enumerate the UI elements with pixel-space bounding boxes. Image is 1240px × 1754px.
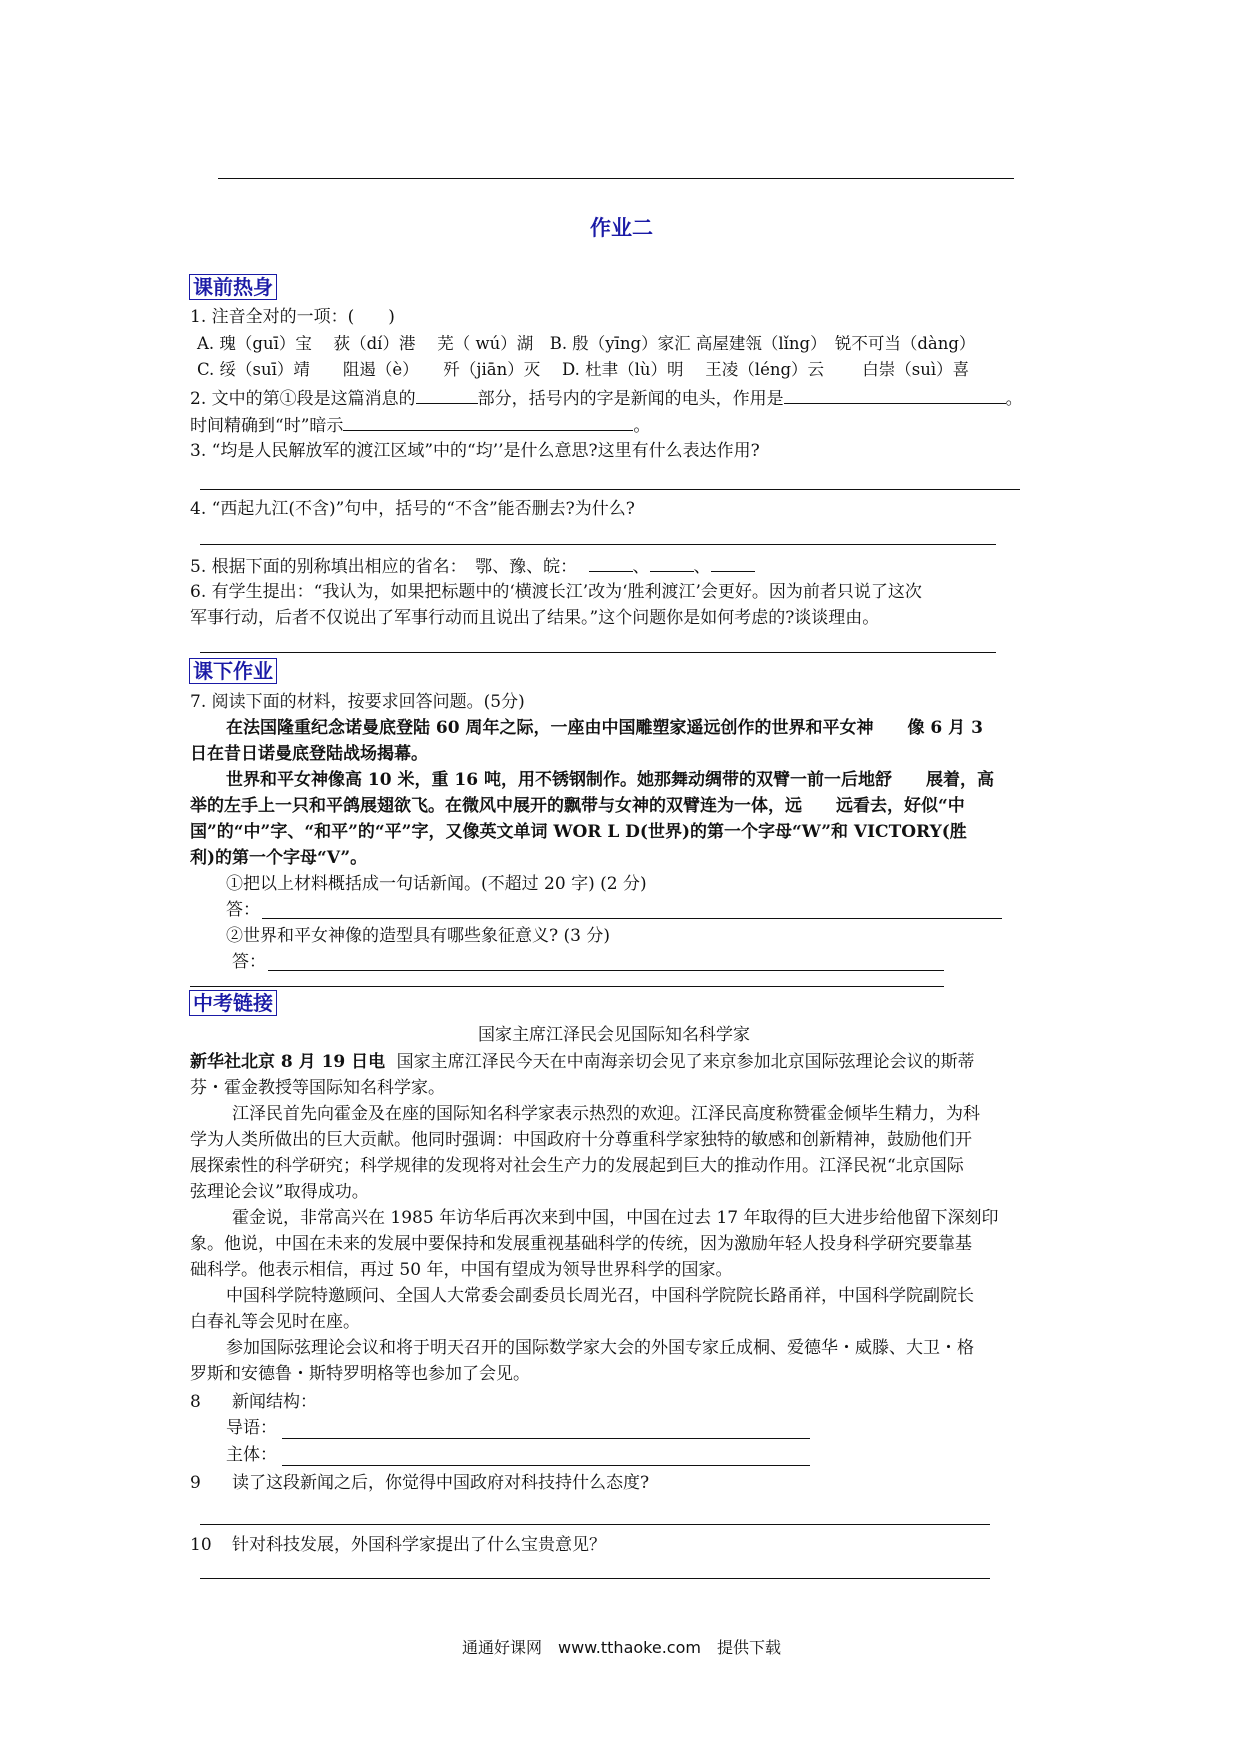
q10-number: 10 — [190, 1535, 212, 1555]
q7-para1-line2: 日在昔日诺曼底登陆战场揭幕。 — [190, 744, 428, 764]
q7-sub1: ①把以上材料概括成一句话新闻。(不超过 20 字) (2 分) — [226, 874, 647, 894]
news-dateline: 新华社北京 8 月 19 日电 — [190, 1052, 386, 1072]
news-para2-line4: 弦理论会议”取得成功。 — [190, 1182, 369, 1202]
q7-stem: 7. 阅读下面的材料，按要求回答问题。(5分) — [190, 692, 525, 712]
q9-stem: 读了这段新闻之后，你觉得中国政府对科技持什么态度? — [232, 1473, 650, 1493]
q8-lead-label: 导语： — [226, 1418, 277, 1438]
news-para1-line1 — [190, 1050, 975, 1074]
q10-answer-line[interactable] — [200, 1578, 990, 1579]
q2-text-e: 。 — [633, 416, 651, 436]
q6-line2: 军事行动，后者不仅说出了军事行动而且说出了结果。”这个问题你是如何考虑的?谈谈理由。 — [190, 608, 880, 628]
news-para2-line3: 展探索性的科学研究；科学规律的发现将对社会生产力的发展起到巨大的推动作用。江泽民祝“北京国际 — [190, 1156, 964, 1176]
q3-stem: 3. “均是人民解放军的渡江区域”中的“均’’是什么意思?这里有什么表达作用? — [190, 441, 760, 461]
news-para1-line2: 芬・霍金教授等国际知名科学家。 — [190, 1078, 445, 1098]
q1-options-row2: C. 绥（suī）靖 阻遏（è） 歼（jiān）灭 D. 杜聿（lù）明 王凌（léng）云 白崇（suì）喜 — [197, 360, 970, 379]
q7-para1-line1: 在法国隆重纪念诺曼底登陆 60 周年之际，一座由中国雕塑家遥远创作的世界和平女神 像 6 月 3 — [226, 718, 983, 738]
q5-line — [190, 553, 755, 579]
q7-para2-line3: 国”的“中”字、“和平”的“平”字，又像英文单词 WOR L D(世界)的第一个字母“W”和 VICTORY(胜 — [190, 822, 967, 842]
q5-blank-2[interactable] — [650, 553, 694, 572]
news-para3-line1: 霍金说，非常高兴在 1985 年访华后再次来到中国，中国在过去 17 年取得的巨大进步给他留下深刻印 — [232, 1208, 999, 1228]
footer-credit: 通通好课网 www.tthaoke.com 提供下载 — [462, 1638, 781, 1657]
news-para3-line3: 础科学。他表示相信，再过 50 年，中国有望成为领导世界科学的国家。 — [190, 1260, 733, 1280]
news-para2-line2: 学为人类所做出的巨大贡献。他同时强调：中国政府十分尊重科学家独特的敏感和创新精神，鼓励他们开 — [190, 1130, 972, 1150]
page-title: 作业二 — [590, 215, 653, 240]
q5-blank-3[interactable] — [711, 553, 755, 572]
q5-blank-1[interactable] — [589, 553, 633, 572]
q6-line1: 6. 有学生提出：“我认为，如果把标题中的‘横渡长江’改为‘胜利渡江’会更好。因为前者只说了这次 — [190, 582, 922, 602]
q8-lead-line[interactable] — [282, 1438, 810, 1439]
q2-text-a: 2. 文中的第①段是这篇消息的 — [190, 389, 416, 409]
q8-stem: 新闻结构： — [232, 1392, 317, 1412]
news-para4-line1: 中国科学院特邀顾问、全国人大常委会副委员长周光召，中国科学院院长路甬祥，中国科学院副院长 — [226, 1286, 974, 1306]
q2-text-c: 。 — [1005, 389, 1023, 409]
q2-line2 — [190, 412, 650, 438]
news-para5-line1: 参加国际弦理论会议和将于明天召开的国际数学家大会的外国专家丘成桐、爱德华・威滕、大卫・格 — [226, 1338, 974, 1358]
q7-para2-line2: 举的左手上一只和平鸽展翅欲飞。在微风中展开的飘带与女神的双臂连为一体，远 远看去，好似“中 — [190, 796, 965, 816]
q8-number: 8 — [190, 1392, 201, 1412]
q9-number: 9 — [190, 1473, 201, 1493]
section-exam-link: 中考链接 — [189, 990, 277, 1016]
q8-body-label: 主体： — [226, 1445, 277, 1465]
q7-answer1-line[interactable] — [262, 918, 1002, 919]
q2-blank-hint[interactable] — [343, 412, 633, 431]
q8-body-line[interactable] — [282, 1465, 810, 1466]
news-para2-line1: 江泽民首先向霍金及在座的国际知名科学家表示热烈的欢迎。江泽民高度称赞霍金倾毕生精力，为科 — [232, 1104, 980, 1124]
news-para3-line2: 象。他说，中国在未来的发展中要保持和发展重视基础科学的传统，因为激励年轻人投身科学研究要靠基 — [190, 1234, 972, 1254]
q3-answer-line[interactable] — [200, 489, 1020, 490]
news-para5-line2: 罗斯和安德鲁・斯特罗明格等也参加了会见。 — [190, 1364, 530, 1384]
section-warmup: 课前热身 — [189, 274, 277, 300]
q5-sep-1: 、 — [632, 557, 650, 577]
q2-blank-part[interactable] — [416, 385, 478, 404]
section-homework: 课下作业 — [189, 658, 277, 684]
q4-answer-line[interactable] — [200, 544, 996, 545]
q7-answer2-line[interactable] — [268, 970, 944, 971]
news-headline: 国家主席江泽民会见国际知名科学家 — [478, 1025, 750, 1045]
q2-text-d: 时间精确到“时”暗示 — [190, 416, 344, 436]
q10-stem: 针对科技发展，外国科学家提出了什么宝贵意见？ — [232, 1535, 606, 1555]
q7-answer2-label: 答： — [232, 952, 266, 972]
q7-para2-line4: 利)的第一个字母“V”。 — [190, 848, 368, 868]
q2-line1 — [190, 385, 1023, 411]
q1-stem: 1. 注音全对的一项：( ) — [190, 307, 395, 327]
q5-sep-2: 、 — [693, 557, 711, 577]
news-para4-line2: 白春礼等会见时在座。 — [190, 1312, 360, 1332]
q5-text: 5. 根据下面的别称填出相应的省名： 鄂、豫、皖： — [190, 557, 578, 577]
top-rule — [218, 178, 1014, 179]
q1-options-row1: A. 瑰（guī）宝 荻（dí）港 芜（ wú）湖 B. 殷（yīng）家汇 高屋建瓴（lǐng） 锐不可当（dàng） — [197, 334, 976, 353]
q7-answer2-line-extra[interactable] — [190, 986, 944, 987]
q2-text-b: 部分，括号内的字是新闻的电头，作用是 — [477, 389, 784, 409]
q4-stem: 4. “西起九江(不含)”句中，括号的“不含”能否删去?为什么? — [190, 499, 635, 519]
q7-answer1-label: 答： — [226, 900, 260, 920]
q6-answer-line[interactable] — [200, 652, 996, 653]
news-para1-rest: 国家主席江泽民今天在中南海亲切会见了来京参加北京国际弦理论会议的斯蒂 — [396, 1052, 975, 1072]
q9-answer-line[interactable] — [200, 1524, 990, 1525]
q2-blank-function[interactable] — [784, 385, 1006, 404]
q7-para2-line1: 世界和平女神像高 10 米，重 16 吨，用不锈钢制作。她那舞动绸带的双臂一前一后地舒 展着，高 — [226, 770, 994, 790]
q7-sub2: ②世界和平女神像的造型具有哪些象征意义? (3 分) — [226, 926, 611, 946]
